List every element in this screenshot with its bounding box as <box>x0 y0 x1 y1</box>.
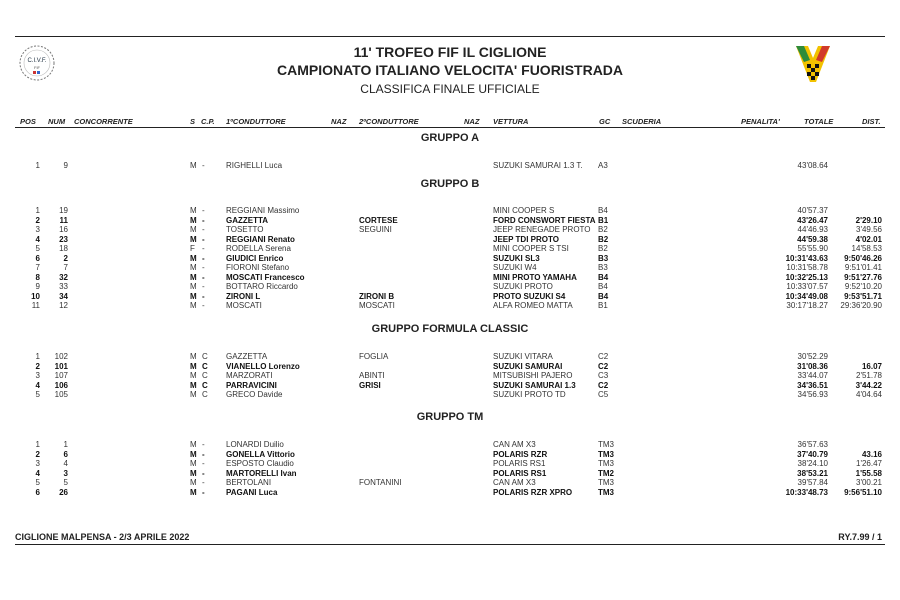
cell-num: 106 <box>54 380 68 390</box>
cell-driver1: REGGIANI Massimo <box>226 206 300 215</box>
cell-sex: M <box>190 380 197 390</box>
cell-sex: M <box>190 371 197 380</box>
col-s: S <box>190 117 196 126</box>
cell-class: B4 <box>598 291 609 301</box>
cell-sex: M <box>190 361 197 371</box>
col-cp: C.P. <box>201 117 215 126</box>
cell-num: 34 <box>59 291 68 301</box>
table-row <box>0 478 900 487</box>
cell-total: 10:34'49.08 <box>785 291 828 301</box>
cell-pos: 11 <box>31 301 40 310</box>
cell-vehicle: POLARIS RZR XPRO <box>493 487 573 497</box>
cell-class: B4 <box>598 272 609 282</box>
cell-gap: 1'26.47 <box>856 459 882 468</box>
cell-total: 30:17'18.27 <box>786 301 828 310</box>
cell-total: 31'08.36 <box>797 361 828 371</box>
cell-sex: M <box>190 161 197 170</box>
cell-class: B2 <box>598 225 608 234</box>
cell-gap: 9:51'01.41 <box>844 263 882 272</box>
cell-category: - <box>202 478 205 487</box>
cell-gap: 4'02.01 <box>855 234 882 244</box>
cell-category: - <box>202 301 205 310</box>
cell-pos: 5 <box>35 244 40 253</box>
cell-gap: 9:50'46.26 <box>844 253 882 263</box>
cell-category: - <box>202 291 205 301</box>
cell-driver2: FONTANINI <box>359 478 402 487</box>
cell-pos: 4 <box>35 468 40 478</box>
cell-vehicle: SUZUKI VITARA <box>493 352 553 361</box>
table-row <box>0 244 900 253</box>
cell-sex: M <box>190 282 197 291</box>
cell-total: 55'55.90 <box>797 244 828 253</box>
cell-gap: 9:56'51.10 <box>844 487 882 497</box>
cell-vehicle: SUZUKI PROTO TD <box>493 390 566 399</box>
cell-driver2: GRISI <box>359 380 381 390</box>
table-row <box>0 292 900 301</box>
cell-num: 12 <box>59 301 68 310</box>
cell-sex: M <box>190 449 197 459</box>
cell-total: 10:33'48.73 <box>785 487 828 497</box>
cell-driver1: BERTOLANI <box>226 478 272 487</box>
table-row <box>0 450 900 459</box>
table-row <box>0 362 900 371</box>
cell-category: - <box>202 225 205 234</box>
cell-sex: M <box>190 468 197 478</box>
page-title: 11' TROFEO FIF IL CIGLIONE <box>353 44 547 60</box>
group-title-b: GRUPPO B <box>420 178 480 190</box>
col-naz2: NAZ <box>464 117 480 126</box>
cell-num: 101 <box>54 361 68 371</box>
cell-category: - <box>202 468 205 478</box>
cell-vehicle: FORD CONSWORT FIESTA <box>493 215 596 225</box>
cell-sex: M <box>190 225 197 234</box>
cell-num: 33 <box>59 282 68 291</box>
cell-class: TM3 <box>598 459 614 468</box>
cell-sex: M <box>190 301 197 310</box>
table-row <box>0 216 900 225</box>
cell-pos: 10 <box>31 291 40 301</box>
cell-gap: 3'44.22 <box>855 380 882 390</box>
cell-sex: M <box>190 291 197 301</box>
table-row <box>0 352 900 361</box>
table-row <box>0 263 900 272</box>
cell-total: 30'52.29 <box>797 352 828 361</box>
top-rule <box>15 36 885 37</box>
cell-category: C <box>202 352 208 361</box>
cell-category: C <box>202 380 208 390</box>
cell-vehicle: PROTO SUZUKI S4 <box>493 291 566 301</box>
cell-num: 26 <box>59 487 68 497</box>
cell-total: 38'53.21 <box>797 468 828 478</box>
col-total: TOTALE <box>804 117 834 126</box>
cell-total: 43'08.64 <box>797 161 828 170</box>
cell-gap: 14'58.53 <box>851 244 882 253</box>
cell-class: TM3 <box>598 487 614 497</box>
cell-gap: 4'04.64 <box>856 390 882 399</box>
cell-vehicle: JEEP RENEGADE PROTO <box>493 225 591 234</box>
cell-sex: M <box>190 459 197 468</box>
cell-driver2: SEGUINI <box>359 225 392 234</box>
cell-driver1: GAZZETTA <box>226 352 268 361</box>
cell-num: 3 <box>63 468 68 478</box>
cell-category: - <box>202 263 205 272</box>
cell-category: - <box>202 282 205 291</box>
cell-vehicle: SUZUKI SAMURAI <box>493 361 563 371</box>
cell-gap: 2'51.78 <box>856 371 882 380</box>
col-gc: GC <box>599 117 611 126</box>
table-row <box>0 282 900 291</box>
header-rule <box>15 127 885 128</box>
cell-category: - <box>202 272 205 282</box>
cell-driver1: REGGIANI Renato <box>226 234 295 244</box>
cell-class: B3 <box>598 263 608 272</box>
cell-driver1: RODELLA Serena <box>226 244 291 253</box>
col-driver2: 2ºCONDUTTORE <box>359 117 419 126</box>
cell-total: 36'57.63 <box>797 440 828 449</box>
footer-rule <box>15 544 885 545</box>
cell-category: C <box>202 371 208 380</box>
cell-vehicle: SUZUKI W4 <box>493 263 537 272</box>
page-classification: CLASSIFICA FINALE UFFICIALE <box>360 82 540 96</box>
cell-category: - <box>202 206 205 215</box>
cell-class: TM3 <box>598 440 614 449</box>
cell-class: C2 <box>598 361 609 371</box>
cell-pos: 1 <box>35 206 40 215</box>
cell-class: B1 <box>598 301 608 310</box>
cell-gap: 9:51'27.76 <box>844 272 882 282</box>
cell-sex: M <box>190 272 197 282</box>
cell-gap: 29:36'20.90 <box>840 301 882 310</box>
cell-pos: 6 <box>35 253 40 263</box>
cell-category: - <box>202 215 205 225</box>
cell-pos: 2 <box>35 215 40 225</box>
cell-pos: 1 <box>35 352 40 361</box>
cell-num: 7 <box>63 263 68 272</box>
cell-sex: M <box>190 234 197 244</box>
cell-driver1: VIANELLO Lorenzo <box>226 361 300 371</box>
cell-gap: 9:53'51.71 <box>844 291 882 301</box>
cell-vehicle: CAN AM X3 <box>493 478 536 487</box>
group-title-formula-classic: GRUPPO FORMULA CLASSIC <box>371 323 529 335</box>
cell-num: 9 <box>63 161 68 170</box>
cell-driver1: MOSCATI <box>226 301 262 310</box>
table-row <box>0 371 900 380</box>
cell-pos: 3 <box>35 371 40 380</box>
col-naz1: NAZ <box>331 117 347 126</box>
cell-total: 34'56.93 <box>797 390 828 399</box>
cell-pos: 1 <box>35 161 40 170</box>
cell-gap: 16.07 <box>861 361 882 371</box>
cell-total: 34'36.51 <box>797 380 828 390</box>
cell-num: 16 <box>59 225 68 234</box>
cell-sex: M <box>190 215 197 225</box>
cell-category: C <box>202 390 208 399</box>
col-concorrente: CONCORRENTE <box>74 117 133 126</box>
cell-class: A3 <box>598 161 608 170</box>
page-subtitle: CAMPIONATO ITALIANO VELOCITA' FUORISTRADA <box>276 62 624 78</box>
cell-class: B4 <box>598 282 608 291</box>
cell-category: - <box>202 440 205 449</box>
table-row <box>0 235 900 244</box>
cell-vehicle: POLARIS RZR <box>493 449 548 459</box>
logo-left-text: C.I.V.F. <box>27 58 47 64</box>
footer-event: CIGLIONE MALPENSA - 2/3 APRILE 2022 <box>15 532 190 542</box>
cell-driver1: FIORONI Stefano <box>226 263 290 272</box>
cell-total: 10:32'25.13 <box>785 272 828 282</box>
cell-num: 105 <box>54 390 68 399</box>
cell-sex: M <box>190 352 197 361</box>
cell-sex: M <box>190 206 197 215</box>
cell-pos: 2 <box>35 361 40 371</box>
cell-total: 10:31'58.78 <box>786 263 828 272</box>
cell-pos: 6 <box>35 487 40 497</box>
cell-sex: M <box>190 478 197 487</box>
cell-total: 40'57.37 <box>797 206 828 215</box>
cell-category: - <box>202 161 205 170</box>
cell-total: 44'59.38 <box>797 234 828 244</box>
cell-num: 18 <box>59 244 68 253</box>
cell-total: 33'44.07 <box>797 371 828 380</box>
cell-pos: 3 <box>35 225 40 234</box>
col-scuderia: SCUDERIA <box>622 117 662 126</box>
cell-total: 39'57.84 <box>797 478 828 487</box>
cell-class: B2 <box>598 244 608 253</box>
table-row <box>0 225 900 234</box>
col-dist: DIST. <box>862 117 881 126</box>
cell-driver1: GRECO Davide <box>226 390 283 399</box>
cell-vehicle: MINI COOPER S <box>493 206 555 215</box>
cell-driver1: ZIRONI L <box>226 291 261 301</box>
cell-gap: 2'29.10 <box>855 215 882 225</box>
cell-pos: 2 <box>35 449 40 459</box>
cell-sex: M <box>190 263 197 272</box>
cell-vehicle: MINI COOPER S TSI <box>493 244 569 253</box>
col-vehicle: VETTURA <box>493 117 529 126</box>
cell-driver1: GIUDICI Enrico <box>226 253 284 263</box>
col-driver1: 1ºCONDUTTORE <box>226 117 286 126</box>
cell-category: - <box>202 487 205 497</box>
cell-class: TM2 <box>598 468 614 478</box>
group-title-tm: GRUPPO TM <box>416 411 484 423</box>
cell-pos: 7 <box>35 263 40 272</box>
table-row <box>0 390 900 399</box>
cell-pos: 5 <box>35 390 40 399</box>
cell-driver2: FOGLIA <box>359 352 389 361</box>
cell-total: 43'26.47 <box>797 215 828 225</box>
cell-driver2: CORTESE <box>359 215 398 225</box>
cell-pos: 8 <box>35 272 40 282</box>
cell-category: - <box>202 244 205 253</box>
cell-class: B2 <box>598 234 609 244</box>
cell-num: 32 <box>59 272 68 282</box>
group-title-a: GRUPPO A <box>420 132 480 144</box>
cell-driver1: ESPOSTO Claudio <box>226 459 294 468</box>
col-num: NUM <box>48 117 66 126</box>
cell-class: TM3 <box>598 478 614 487</box>
cell-driver1: GAZZETTA <box>226 215 269 225</box>
cell-driver2: ZIRONI B <box>359 291 395 301</box>
cell-pos: 1 <box>35 440 40 449</box>
cell-driver1: BOTTARO Riccardo <box>226 282 298 291</box>
cell-pos: 4 <box>35 234 40 244</box>
cell-gap: 3'49.56 <box>856 225 882 234</box>
cell-pos: 5 <box>35 478 40 487</box>
cell-total: 37'40.79 <box>797 449 828 459</box>
cell-driver1: MOSCATI Francesco <box>226 272 305 282</box>
cell-total: 38'24.10 <box>797 459 828 468</box>
cell-category: - <box>202 253 205 263</box>
cell-sex: M <box>190 440 197 449</box>
cell-class: TM3 <box>598 449 614 459</box>
cell-gap: 3'00.21 <box>856 478 882 487</box>
logo-left-sub: FIF <box>34 65 40 70</box>
cell-vehicle: POLARIS RS1 <box>493 459 546 468</box>
cell-vehicle: SUZUKI SAMURAI 1.3 <box>493 380 576 390</box>
cell-gap: 43.16 <box>861 449 882 459</box>
cell-vehicle: JEEP TDI PROTO <box>493 234 559 244</box>
table-row <box>0 440 900 449</box>
cell-gap: 9:52'10.20 <box>844 282 882 291</box>
cell-pos: 3 <box>35 459 40 468</box>
cell-sex: F <box>190 244 195 253</box>
cell-num: 6 <box>63 449 68 459</box>
cell-driver1: GONELLA Vittorio <box>226 449 295 459</box>
cell-vehicle: ALFA ROMEO MATTA <box>493 301 573 310</box>
cell-driver2: MOSCATI <box>359 301 395 310</box>
cell-driver1: PARRAVICINI <box>226 380 277 390</box>
cell-vehicle: CAN AM X3 <box>493 440 536 449</box>
cell-pos: 4 <box>35 380 40 390</box>
cell-class: B4 <box>598 206 608 215</box>
cell-class: C3 <box>598 371 609 380</box>
cell-driver1: PAGANI Luca <box>226 487 278 497</box>
footer-page-ref: RY.7.99 / 1 <box>838 532 882 542</box>
cell-total: 10:33'07.57 <box>786 282 828 291</box>
cell-num: 2 <box>63 253 68 263</box>
cell-category: - <box>202 449 205 459</box>
cell-sex: M <box>190 253 197 263</box>
cell-num: 4 <box>63 459 68 468</box>
cell-vehicle: SUZUKI SAMURAI 1.3 T. <box>493 161 583 170</box>
cell-category: - <box>202 459 205 468</box>
cell-category: C <box>202 361 208 371</box>
table-row <box>0 254 900 263</box>
cell-driver1: MARZORATI <box>226 371 273 380</box>
table-row <box>0 161 900 170</box>
cell-pos: 9 <box>35 282 40 291</box>
cell-driver1: LONARDI Duilio <box>226 440 284 449</box>
cell-total: 10:31'43.63 <box>785 253 828 263</box>
table-row <box>0 206 900 215</box>
cell-gap: 1'55.58 <box>855 468 882 478</box>
cell-class: B3 <box>598 253 609 263</box>
cell-vehicle: SUZUKI PROTO <box>493 282 553 291</box>
cell-num: 5 <box>63 478 68 487</box>
col-pos: POS <box>20 117 36 126</box>
cell-driver2: ABINTI <box>359 371 385 380</box>
table-row <box>0 469 900 478</box>
table-row <box>0 301 900 310</box>
table-row <box>0 273 900 282</box>
cell-num: 102 <box>54 352 68 361</box>
cell-driver1: MARTORELLI Ivan <box>226 468 297 478</box>
table-row <box>0 459 900 468</box>
cell-class: C5 <box>598 390 609 399</box>
cell-vehicle: SUZUKI SL3 <box>493 253 540 263</box>
cell-driver1: TOSETTO <box>226 225 264 234</box>
cell-driver1: RIGHELLI Luca <box>226 161 283 170</box>
cell-vehicle: POLARIS RS1 <box>493 468 547 478</box>
cell-class: C2 <box>598 380 609 390</box>
table-row <box>0 381 900 390</box>
cell-num: 11 <box>59 215 68 225</box>
cell-num: 107 <box>54 371 68 380</box>
cell-category: - <box>202 234 205 244</box>
cell-vehicle: MITSUBISHI PAJERO <box>493 371 573 380</box>
cell-class: C2 <box>598 352 609 361</box>
cell-total: 44'46.93 <box>797 225 828 234</box>
cell-sex: M <box>190 487 197 497</box>
col-penalty: PENALITA' <box>741 117 780 126</box>
cell-vehicle: MINI PROTO YAMAHA <box>493 272 577 282</box>
cell-num: 1 <box>63 440 68 449</box>
cell-num: 19 <box>59 206 68 215</box>
table-row <box>0 488 900 497</box>
cell-sex: M <box>190 390 197 399</box>
cell-num: 23 <box>59 234 68 244</box>
cell-class: B1 <box>598 215 609 225</box>
